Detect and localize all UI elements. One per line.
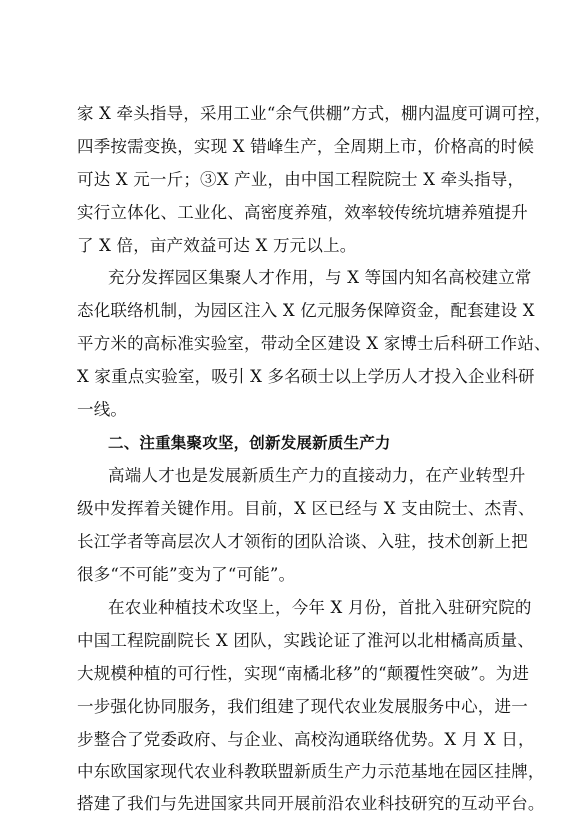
text-line: 很多“不可能”变为了“可能”。 (77, 565, 296, 584)
text-line: 大规模种植的可行性，实现“南橘北移”的“颠覆性突破”。为进 (77, 664, 530, 683)
text-line: 实行立体化、工业化、高密度养殖，效率较传统坑塘养殖提升 (77, 203, 528, 222)
paragraph-first-line: 在农业种植技术攻坚上，今年 X 月份，首批入驻研究院的 (108, 598, 532, 617)
text-line: 搭建了我们与先进国家共同开展前沿农业科技研究的互动平台。 (77, 794, 545, 813)
text-line: 长江学者等高层次人才领衔的团队洽谈、入驻，技术创新上把 (77, 532, 528, 551)
text-line: 一线。 (77, 400, 128, 419)
section-heading: 二、注重集聚攻坚，创新发展新质生产力 (108, 434, 391, 452)
paragraph-first-line: 高端人才也是发展新质生产力的直接动力，在产业转型升 (108, 466, 526, 485)
paragraph-first-line: 充分发挥园区集聚人才作用，与 X 等国内知名高校建立常 (108, 268, 532, 287)
text-line: 步整合了党委政府、与企业、高校沟通联络优势。X 月 X 日， (77, 730, 535, 749)
text-line: 家 X 牵头指导，采用工业“余气供棚”方式，棚内温度可调可控， (77, 104, 552, 123)
text-line: X 家重点实验室，吸引 X 多名硕士以上学历人才投入企业科研 (77, 367, 535, 386)
text-line: 态化联络机制，为园区注入 X 亿元服务保障资金，配套建设 X (77, 301, 535, 320)
text-line: 一步强化协同服务，我们组建了现代农业发展服务中心，进一 (77, 697, 528, 716)
text-line: 级中发挥着关键作用。目前，X 区已经与 X 支由院士、杰青、 (77, 499, 535, 518)
text-line: 平方米的高标准实验室，带动全区建设 X 家博士后科研工作站、 (77, 334, 551, 353)
text-line: 中国工程院副院长 X 团队，实践论证了淮河以北柑橘高质量、 (77, 631, 535, 650)
text-line: 了 X 倍，亩产效益可达 X 万元以上。 (77, 236, 357, 255)
text-line: 四季按需变换，实现 X 错峰生产，全周期上市，价格高的时候 (77, 137, 535, 156)
text-line: 可达 X 元一斤；③X 产业，由中国工程院院士 X 牵头指导， (77, 170, 525, 189)
text-line: 中东欧国家现代农业科教联盟新质生产力示范基地在园区挂牌， (77, 762, 545, 781)
